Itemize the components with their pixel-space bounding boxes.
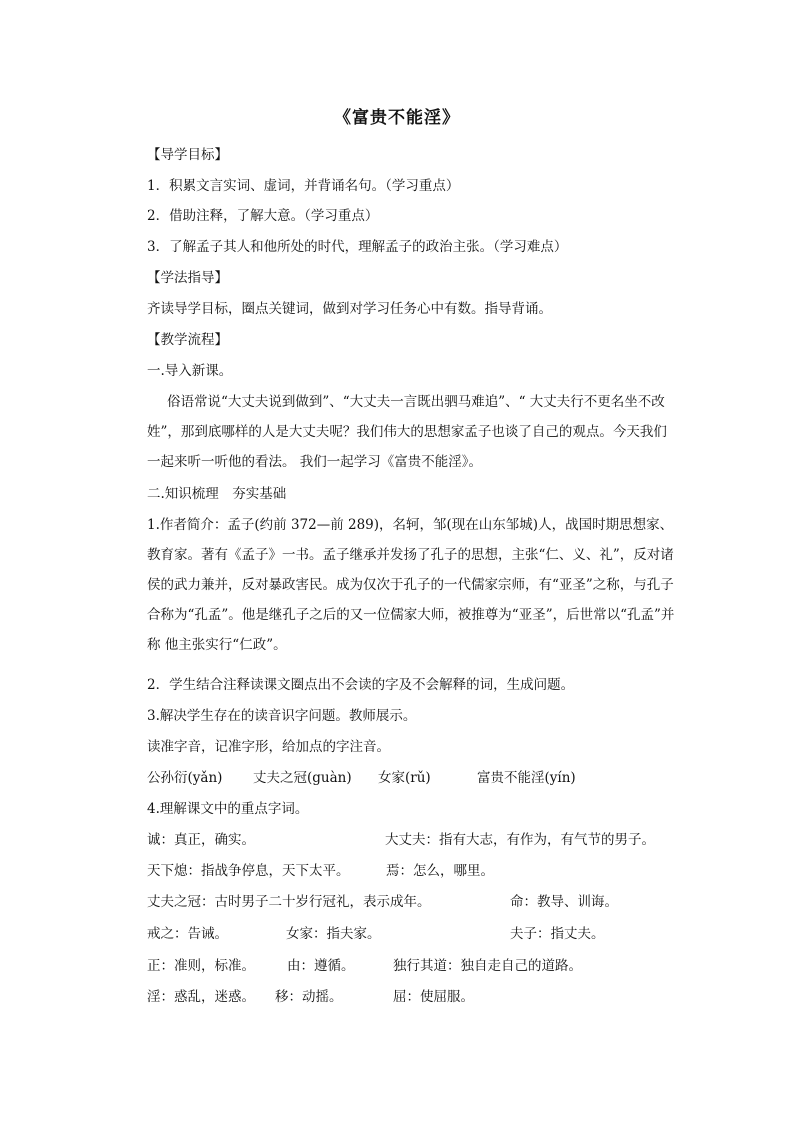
vocab-item: 命：教导、训诲。 [510,894,618,910]
list-item: 读准字音，记准字形，给加点的字注音。 [147,739,390,755]
section-heading-goals: 【导学目标】 [147,147,228,163]
step-heading: 一.导入新课。 [147,363,233,379]
intro-text: 俗语常说“大丈夫说到做到”、“大丈夫一言既出驷马难追”、“ 大丈夫行不更名坐不改姓”，那到底哪样的人是大丈夫呢？我们伟大的思想家孟子也谈了自己的观点。今天我们一起来听一听他的看法。 我们一起学习《富贵不能淫》。 [147,394,667,470]
goal-item: 1．积累文言实词、虚词，并背诵名句。（学习重点） [147,178,460,194]
pronunciation-item: 富贵不能淫(yín) [477,770,576,786]
vocab-item: 移：动摇。 [275,989,343,1005]
intro-paragraph [147,387,679,477]
section-heading-method: 【学法指导】 [147,270,228,286]
vocab-item: 正：准则，标准。 [147,958,255,974]
vocab-item: 屈：使屈服。 [393,989,474,1005]
vocab-item: 诚：真正，确实。 [147,832,255,848]
vocab-item: 由：遵循。 [287,958,355,974]
vocab-item: 独行其道：独自走自己的道路。 [393,958,582,974]
section-heading-process: 【教学流程】 [147,332,228,348]
pronunciation-item: 女家(rǔ) [378,770,431,786]
vocab-item: 淫：惑乱，迷惑。 [147,989,255,1005]
pronunciation-item: 公孙衍(yǎn) [147,770,223,786]
vocab-item: 戒之：告诫。 [147,926,228,942]
vocab-item: 夫子：指丈夫。 [510,926,605,942]
pronunciation-item: 丈夫之冠(guàn) [253,770,352,786]
vocab-item: 天下熄：指战争停息，天下太平。 [147,863,350,879]
vocab-item: 大丈夫：指有大志，有作为，有气节的男子。 [385,832,655,848]
list-item: 3.解决学生存在的读音识字问题。教师展示。 [147,708,417,724]
list-item: 4.理解课文中的重点字词。 [147,801,309,817]
list-item: 2．学生结合注释读课文圈点出不会读的字及不会解释的词，生成问题。 [147,677,575,693]
author-text: 1.作者简介：孟子(约前 372—前 289)，名轲，邹(现在山东邹城)人，战国时期思想家、教育家。著有《孟子》一书。孟子继承并发扬了孔子的思想，主张“仁、义、礼”，反对诸侯的武力兼并，反对暴政害民。成为仅次于孔子的一代儒家宗师，有“亚圣”之称，与孔子合称为“孔孟”。他是继孔子之后的又一位儒家大师，被推尊为“亚圣”，后世常以“孔孟”并称 他主张实行“仁政”。 [147,517,675,653]
document-title: 《富贵不能淫》 [334,108,460,128]
goal-item: 2．借助注释，了解大意。（学习重点） [147,208,379,224]
method-text: 齐读导学目标，圈点关键词，做到对学习任务心中有数。指导背诵。 [147,301,552,317]
step-heading: 二.知识梳理 夯实基础 [147,486,287,502]
vocab-item: 丈夫之冠：古时男子二十岁行冠礼，表示成年。 [147,894,431,910]
vocab-item: 焉：怎么，哪里。 [386,863,494,879]
goal-item: 3．了解孟子其人和他所处的时代，理解孟子的政治主张。（学习难点） [147,239,568,255]
author-paragraph [147,510,679,660]
vocab-item: 女家：指夫家。 [286,926,381,942]
